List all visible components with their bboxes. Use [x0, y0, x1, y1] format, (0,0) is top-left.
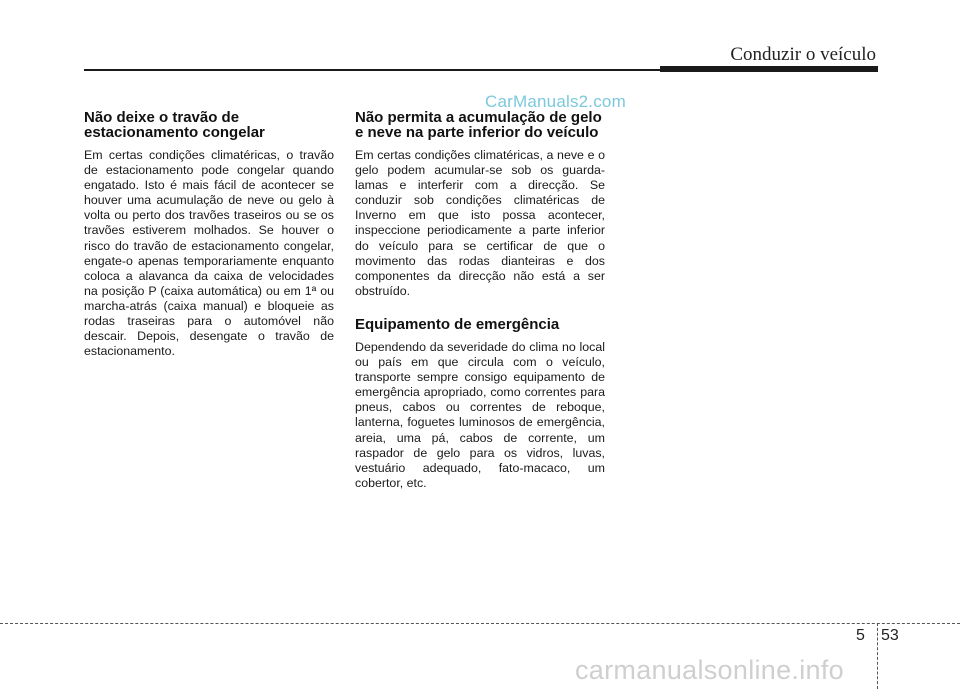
section-body-emergency-equipment: Dependendo da severidade do clima no local ou país em que circula com o veículo, transporte sempre consigo equipamento de emergência apropriado, como correntes para pneus, cabos ou correntes de reboque, lanterna, foguetes luminosos de emergência, areia, uma pá, cabos de corrente, um raspador de gelo para os vidros, luvas, vestuário adequado, fato-macaco, um cobertor, etc. — [355, 339, 605, 490]
right-column — [355, 110, 605, 491]
footer-page-separator — [877, 623, 878, 689]
left-column — [84, 110, 334, 359]
footer-divider — [0, 623, 960, 624]
section-heading-parking-brake: Não deixe o travão de estacionamento congelar — [84, 109, 265, 141]
chapter-number: 5 — [856, 627, 865, 644]
page-number: 53 — [881, 627, 899, 644]
header-rule-thin — [84, 69, 660, 71]
watermark-top[interactable]: CarManuals2.com — [485, 92, 626, 111]
page-header-title: Conduzir o veículo — [730, 44, 876, 65]
section-body-ice-snow: Em certas condições climatéricas, a neve e o gelo podem acumular-se sob os guarda-lamas e interferir com a direcção. Se conduzir sob condições climatéricas de Inverno em que isto possa acontecer, inspeccione periodicamente a parte inferior do veículo para se certificar de que o movimento das rodas dianteiras e dos componentes da direcção não está a ser obstruído. — [355, 148, 605, 298]
watermark-bottom[interactable]: carmanualsonline.info — [575, 655, 844, 685]
section-heading-ice-snow: Não permita a acumulação de gelo e neve na parte inferior do veículo — [355, 109, 602, 141]
section-heading-emergency-equipment: Equipamento de emergência — [355, 315, 560, 333]
header-rule-thick — [660, 66, 878, 72]
section-body-parking-brake: Em certas condições climatéricas, o travão de estacionamento pode congelar quando engatado. Isto é mais fácil de acontecer se houver uma acumulação de neve ou gelo à volta ou perto dos travões traseiros ou se os travões estiverem molhados. Se houver o risco do travão de estacionamento congelar, engate-o apenas temporariamente enquanto coloca a alavanca da caixa de velocidades na posição P (caixa automática) ou em 1ª ou marcha-atrás (caixa manual) e bloqueie as rodas traseiras para o automóvel não descair. Depois, desengate o travão de estacionamento. — [84, 148, 334, 359]
